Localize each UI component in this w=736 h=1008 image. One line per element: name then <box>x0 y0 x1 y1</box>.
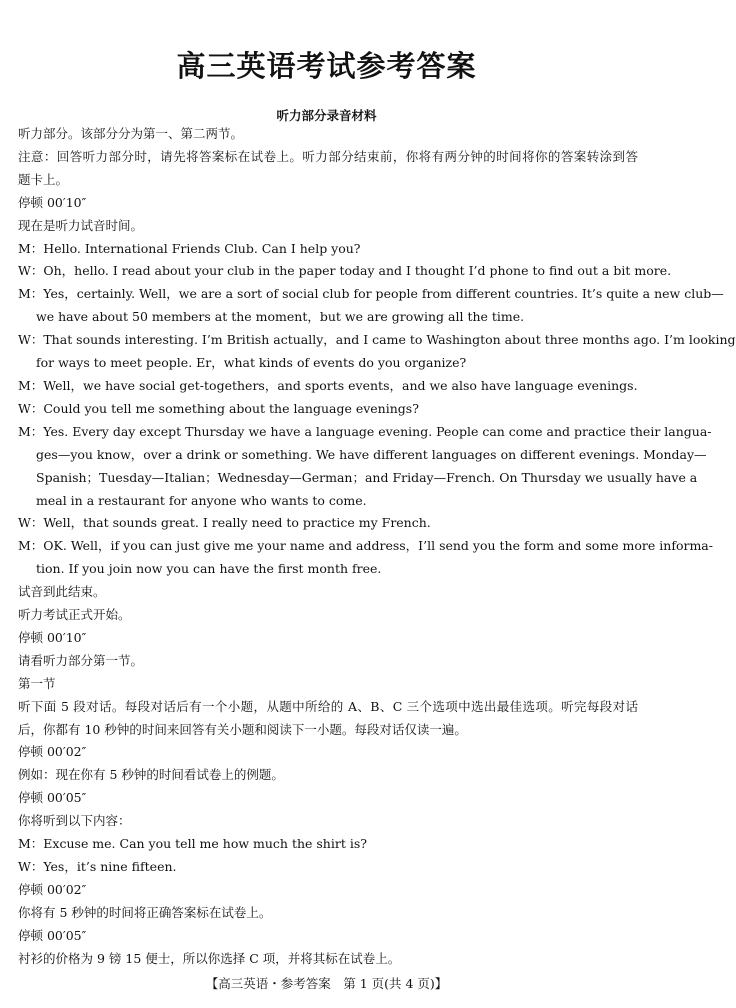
transcript-line: Spanish；Tuesday—Italian；Wednesday—German；and Friday—French. On Thursday we usually have a <box>36 469 698 485</box>
transcript-line: 听下面 5 段对话。每段对话后有一个小题，从题中所给的 A、B、C 三个选项中选出最佳选项。听完每段对话 <box>18 698 638 714</box>
transcript-line: 停顿 00′02″ <box>18 881 87 897</box>
transcript-line: W：That sounds interesting. I’m British actually，and I came to Washington about three months ago. I’m looking <box>18 332 736 348</box>
transcript-line: 注意：回答听力部分时，请先将答案标在试卷上。听力部分结束前，你将有两分钟的时间将你的答案转涂到答 <box>18 148 638 164</box>
transcript-line: we have about 50 members at the moment，but we are growing all the time. <box>36 309 525 325</box>
transcript-line: 停顿 00′05″ <box>18 790 87 806</box>
transcript-line: W：Oh，hello. I read about your club in the paper today and I thought I’d phone to find out a bit more. <box>18 263 672 279</box>
transcript-line: M：Hello. International Friends Club. Can I help you? <box>18 240 361 256</box>
transcript-line: 衬衫的价格为 9 镑 15 便士，所以你选择 C 项，并将其标在试卷上。 <box>18 950 401 966</box>
transcript-line: 你将有 5 秒钟的时间将正确答案标在试卷上。 <box>18 904 272 920</box>
section-subtitle: 听力部分录音材料 <box>276 108 377 123</box>
transcript-line: for ways to meet people. Er，what kinds of events do you organize? <box>36 355 467 371</box>
page-footer: 【高三英语・参考答案 第 1 页(共 4 页)】 <box>205 976 448 991</box>
transcript-line: W：Could you tell me something about the language evenings? <box>18 400 419 416</box>
transcript-line: 后，你都有 10 秒钟的时间来回答有关小题和阅读下一小题。每段对话仅读一遍。 <box>18 721 467 737</box>
transcript-line: 你将听到以下内容： <box>18 813 131 829</box>
transcript-line: M：Well，we have social get-togethers，and sports events，and we also have language evenings. <box>18 377 638 393</box>
transcript-line: 停顿 00′05″ <box>18 927 87 943</box>
transcript-line: W：Yes，it’s nine fifteen. <box>18 859 177 874</box>
transcript-line: 第一节 <box>18 675 56 691</box>
transcript-line: W：Well，that sounds great. I really need to practice my French. <box>18 515 431 531</box>
transcript-line: 停顿 00′02″ <box>18 744 87 760</box>
transcript-line: 例如：现在你有 5 秒钟的时间看试卷上的例题。 <box>18 767 284 783</box>
transcript-line: ges—you know，over a drink or something. We have different languages on different evenings. Monday— <box>36 446 707 462</box>
transcript-line: M：Yes，certainly. Well，we are a sort of social club for people from different countries. It’s quite a new club— <box>18 286 724 302</box>
transcript-line: M：Yes. Every day except Thursday we have a language evening. People can come and practice their langua- <box>18 423 712 439</box>
transcript-line: 题卡上。 <box>18 171 69 187</box>
transcript-body <box>18 123 736 971</box>
transcript-line: tion. If you join now you can have the first month free. <box>36 561 382 577</box>
transcript-line: 现在是听力试音时间。 <box>18 217 144 233</box>
transcript-line: 停顿 00′10″ <box>18 629 87 645</box>
transcript-line: meal in a restaurant for anyone who wants to come. <box>36 492 367 508</box>
transcript-line: 听力考试正式开始。 <box>18 607 131 623</box>
transcript-line: 听力部分。该部分分为第一、第二两节。 <box>18 126 244 141</box>
transcript-line: M：OK. Well，if you can just give me your name and address，I’ll send you the form and some more informa- <box>18 538 713 554</box>
transcript-line: M：Excuse me. Can you tell me how much the shirt is? <box>18 836 367 852</box>
document-title: 高三英语考试参考答案 <box>176 49 477 83</box>
transcript-line: 请看听力部分第一节。 <box>18 652 144 668</box>
transcript-line: 停顿 00′10″ <box>18 194 87 210</box>
transcript-line: 试音到此结束。 <box>18 584 106 600</box>
